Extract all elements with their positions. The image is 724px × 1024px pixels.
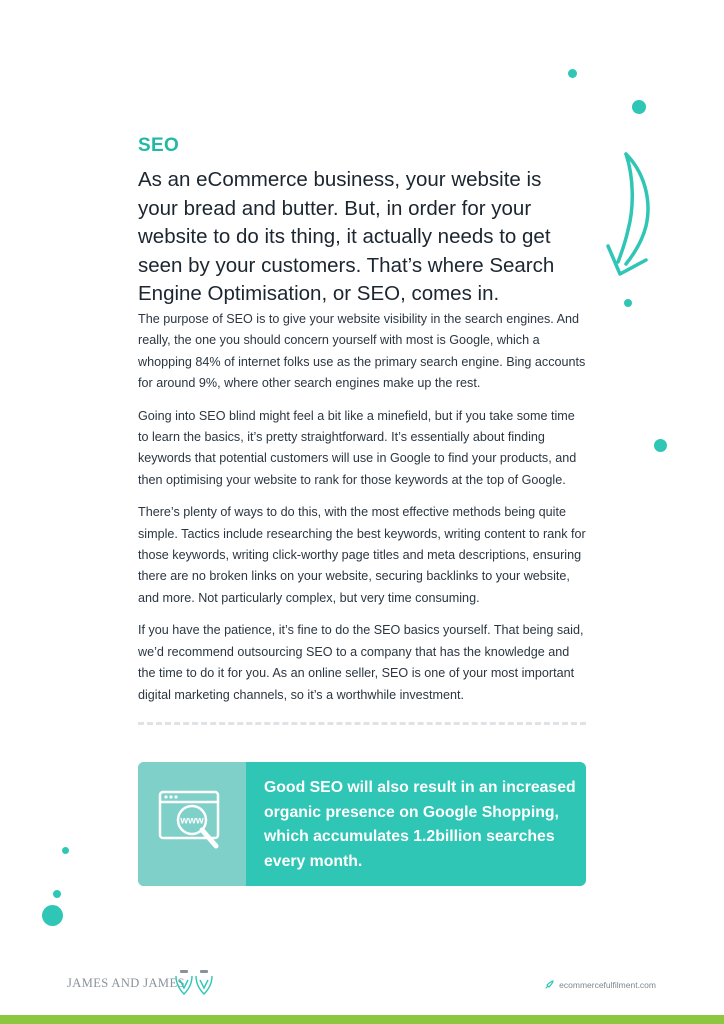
- callout-text: Good SEO will also result in an increased organic presence on Google Shopping, which accumulates 1.2billion searches every month.: [264, 779, 576, 870]
- callout-icon-panel: [138, 762, 246, 886]
- decorative-dot: [42, 905, 63, 926]
- bottom-bar: [0, 1015, 724, 1024]
- royal-crest-icon: [172, 968, 216, 998]
- lead-paragraph: As an eCommerce business, your website is your bread and butter. But, in order for your website to do its thing, it actually needs to get seen by your customers. That’s where Search Engine Optimisation, or SEO, comes in.: [138, 168, 555, 306]
- rocket-icon: [544, 979, 555, 990]
- decorative-dot: [632, 100, 646, 114]
- paragraph: If you have the patience, it’s fine to do the SEO basics yourself. That being said, we’d recommend outsourcing SEO to a company that has the knowledge and the time to do it for you. As an online seller, SEO is one of your most important digital marketing channels, so it’s a worthwhile investment.: [138, 623, 584, 702]
- body-text: [138, 309, 588, 717]
- decorative-dot: [624, 299, 632, 307]
- dashed-divider: [138, 722, 586, 725]
- browser-www-magnifier-icon: [158, 790, 230, 862]
- section-title: SEO: [138, 135, 180, 156]
- brand-logo: JAMES AND JAMES: [67, 976, 185, 990]
- decorative-dot: [53, 890, 61, 898]
- callout-box: [138, 762, 586, 886]
- paragraph: There’s plenty of ways to do this, with the most effective methods being quite simple. Tactics include researching the best keywords, writing content to rank for those keywords, writing click-worthy page titles and meta descriptions, ensuring there are no broken links on your website, securing backlinks to your website, and more. Not particularly complex, but very time consuming.: [138, 505, 586, 605]
- footer-url[interactable]: [544, 979, 656, 990]
- decorative-dot: [568, 69, 577, 78]
- curved-arrow-icon: [604, 148, 668, 280]
- www-label: www: [180, 815, 204, 827]
- decorative-dot: [62, 847, 69, 854]
- footer-url-text: ecommercefulfilment.com: [559, 979, 656, 990]
- decorative-dot: [654, 439, 667, 452]
- paragraph: Going into SEO blind might feel a bit like a minefield, but if you take some time to learn the basics, it’s pretty straightforward. It’s essentially about finding keywords that potential customers will use in Google to find your products, and then optimising your website to rank for those keywords at the top of Google.: [138, 408, 577, 487]
- paragraph: The purpose of SEO is to give your website visibility in the search engines. And really, the one you should concern yourself with most is Google, which a whopping 84% of internet folks use as the primary search engine. Bing accounts for around 9%, where other search engines make up the rest.: [138, 312, 586, 391]
